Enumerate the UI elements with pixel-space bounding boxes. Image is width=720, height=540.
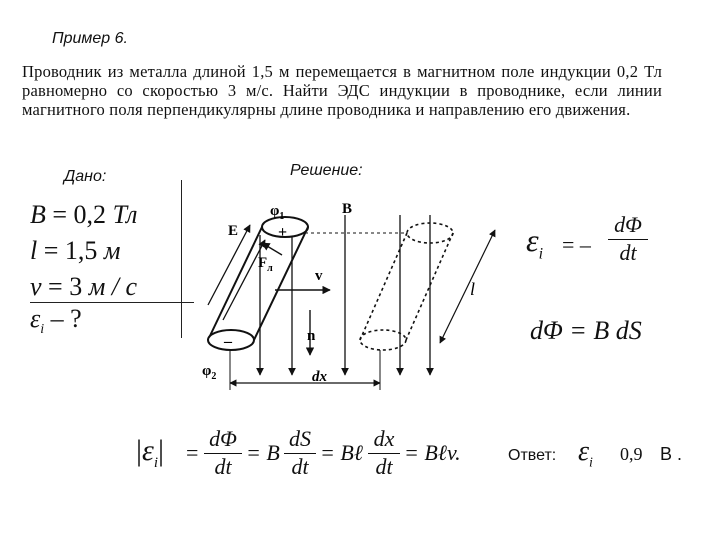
answer-value: 0,9	[620, 444, 643, 464]
final-expression: = Bℓv.	[404, 440, 461, 465]
fraction-2: dS dt	[284, 426, 316, 480]
label-E: E	[228, 223, 239, 239]
given-label: Дано:	[64, 168, 107, 185]
given-v: v = 3 м / с	[30, 272, 138, 301]
problem-statement: Проводник из металла длиной 1,5 м перемещается в магнитном поле индукции 0,2 Тл равномерно со скоростью 3 м/с. Найти ЭДС индукции в проводнике, если линии магнитного поля перпендикулярны длине проводника и направлению его движения.	[22, 62, 662, 119]
emf-formula: $\varepsilon_i$	[526, 222, 544, 263]
abs-emf: $|\varepsilon_i|$	[136, 434, 165, 471]
solution-label: Решение:	[290, 162, 363, 179]
given-divider-horizontal	[30, 302, 194, 303]
given-unknown: $\varepsilon_i$ – ?	[30, 304, 82, 338]
fraction-3-prefix: = Bℓ	[320, 440, 363, 465]
length-arrow	[440, 230, 495, 343]
example-title: Пример 6.	[52, 30, 128, 47]
label-l: l	[470, 279, 476, 299]
given-divider-vertical	[181, 180, 182, 338]
answer-symbol: $\varepsilon_i$	[578, 436, 593, 471]
label-B: B	[342, 201, 353, 217]
fraction-1: dΦ dt	[204, 426, 242, 480]
answer-label: Ответ:	[508, 447, 557, 464]
given-l: l = 1,5 м	[30, 236, 121, 265]
label-phi2: $\varphi_2$	[202, 363, 217, 382]
conductor-diagram	[190, 185, 530, 395]
fraction-3: dx dt	[368, 426, 400, 480]
label-plus: +	[278, 224, 288, 241]
label-phi1: $\varphi_1$	[270, 203, 285, 222]
label-dx: dx	[312, 369, 327, 385]
label-v: v	[315, 268, 323, 284]
fraction-2-prefix: = B	[246, 440, 280, 465]
label-F: $F_л$	[258, 255, 273, 274]
answer-unit: В .	[660, 444, 683, 464]
given-B: B = 0,2 Тл	[30, 200, 138, 229]
emf-fraction: dΦ dt	[608, 212, 648, 266]
flux-formula: dΦ = B dS	[530, 316, 642, 345]
label-n: n	[307, 328, 316, 344]
abs-equals: =	[186, 440, 199, 465]
conductor-solid	[208, 217, 308, 350]
conductor-displaced	[360, 223, 453, 350]
force-arrow	[262, 243, 282, 255]
label-minus: –	[224, 333, 232, 350]
emf-equals: = –	[562, 232, 591, 257]
